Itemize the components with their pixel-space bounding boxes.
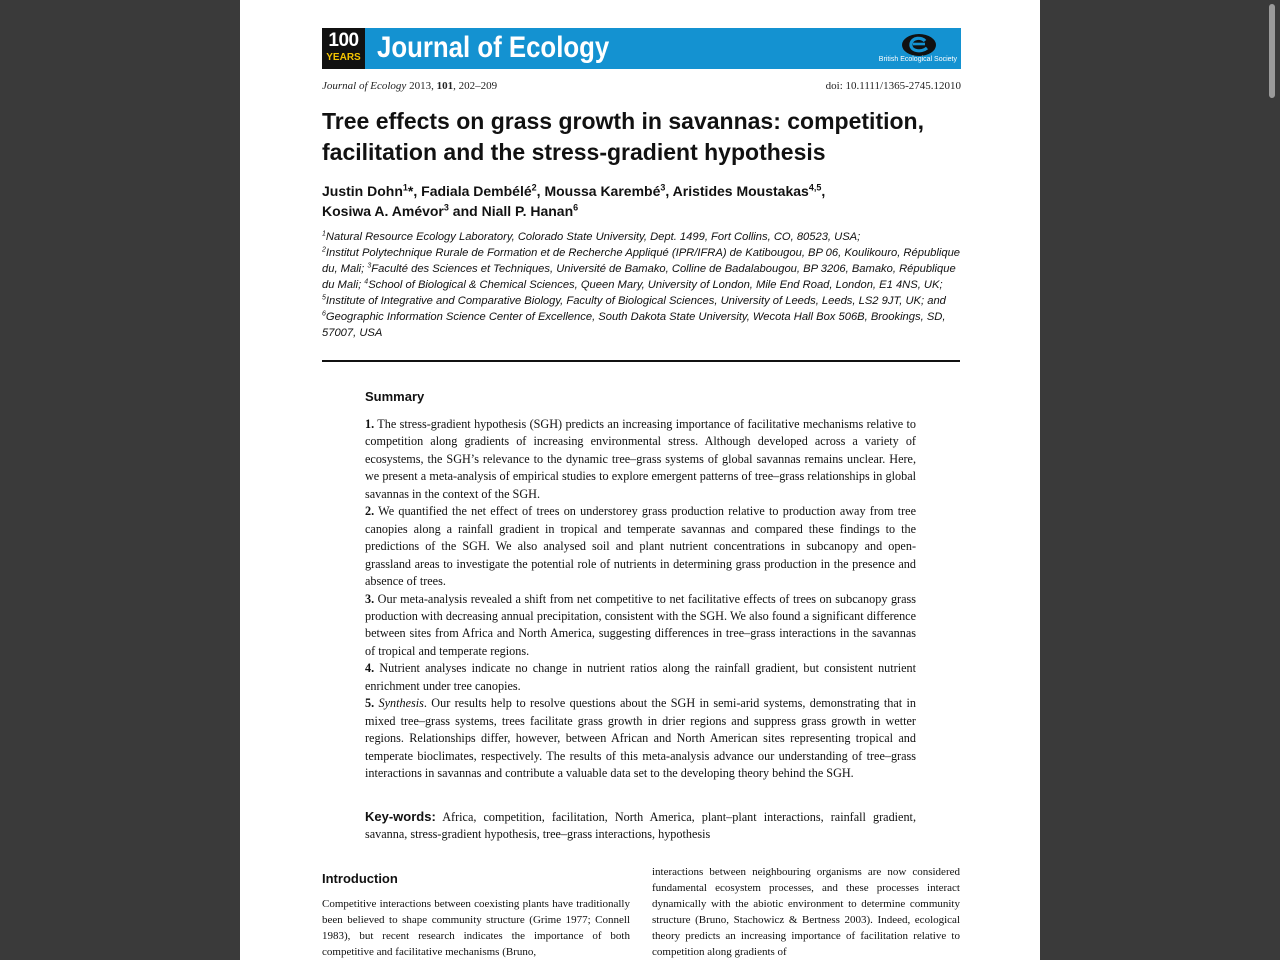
- intro-right-text: interactions between neighbouring organisms are now considered fundamental ecosystem processes, and these processes interact dynamically with the abiotic environment to determine community structure (Bruno, Stachowicz & Bertness 2003). Indeed, ecological theory predicts an increasing importance of facilitation relative to competition along gradients of: [652, 866, 960, 958]
- intro-left-text: Competitive interactions between coexisting plants have traditionally been believed to shape community structure (Grime 1977; Connell 1983), but recent research indicates the importance of both competitive and facilitative mechanisms (Bruno,: [322, 898, 630, 958]
- author-sep: *,: [407, 183, 422, 199]
- author-name: Aristides Moustakas: [672, 183, 809, 199]
- citation-pages: , 202–209: [453, 80, 498, 92]
- author-list: [322, 181, 962, 221]
- summary-point: [365, 660, 916, 695]
- summary-point: [365, 695, 916, 782]
- summary-point: [365, 503, 916, 590]
- summary-point-text: Nutrient analyses indicate no change in nutrient ratios along the rainfall gradient, but consistent nutrient enrichment under tree canopies.: [365, 661, 916, 693]
- author-name: Justin Dohn: [322, 183, 403, 199]
- journal-name: Journal of Ecology: [377, 31, 610, 64]
- citation-volume: 101: [436, 80, 454, 92]
- author-affil: 4,5: [808, 182, 822, 193]
- affil-marker: 1: [322, 230, 326, 238]
- citation-year: 2013,: [409, 80, 434, 92]
- author-affil: 2: [531, 182, 537, 193]
- society-name: British Ecological Society: [878, 56, 957, 63]
- bes-logo-icon: [900, 32, 938, 58]
- summary-heading: Summary: [365, 389, 425, 404]
- summary-point-number: 3.: [365, 591, 375, 606]
- keywords-text: Africa, competition, facilitation, North America, plant–plant interactions, rainfall gradient, savanna, stress-gradient hypothesis, tree–grass interactions, hypothesis: [365, 810, 916, 842]
- summary-point-text: The stress-gradient hypothesis (SGH) predicts an increasing importance of facilitative mechanisms relative to competition along gradients of increasing environmental stress. Although developed across a variety of ecosystems, the SGH’s relevance to the dynamic tree–grass systems of global savannas remains unclear. Here, we present a meta-analysis of empirical studies to explore emergent patterns of tree–grass relationships in global savannas in the context of the SGH.: [365, 417, 916, 501]
- summary-point-text: Our meta-analysis revealed a shift from net competitive to net facilitative effects of trees on subcanopy grass production with decreasing annual precipitation, consistent with the SGH. We also found a significant difference between sites from Africa and North America, suggesting differences in tree–grass interactions in the savannas of tropical and temperate regions.: [365, 591, 916, 658]
- summary-point: [365, 416, 916, 503]
- affiliations: [322, 229, 962, 341]
- author-sep: and: [448, 203, 482, 219]
- author-name: Niall P. Hanan: [481, 203, 574, 219]
- keywords-label: Key-words:: [365, 809, 436, 824]
- author-affil: 3: [660, 182, 666, 193]
- affil-marker: 6: [322, 310, 326, 318]
- badge-number: 100: [328, 30, 359, 51]
- affil-marker: 2: [322, 246, 326, 254]
- centenary-badge: [322, 28, 365, 69]
- author-sep: ,: [665, 183, 673, 199]
- affil-marker: 5: [322, 294, 326, 302]
- author-name: Kosiwa A. Amévor: [322, 203, 444, 219]
- scrollbar-thumb[interactable]: [1269, 4, 1275, 98]
- citation-journal: Journal of Ecology: [322, 80, 407, 92]
- author-sep: ,: [536, 183, 545, 199]
- summary-point-number: 2.: [365, 504, 375, 519]
- summary-point-text: We quantified the net effect of trees on understorey grass production relative to production away from tree canopies along a rainfall gradient in tropical and temperate savannas and compared these findings to the predictions of the SGH. We also analysed soil and plant nutrient concentrations in subcanopy and open-grassland areas to investigate the potential role of nutrients in determining grass production in the presence and absence of trees.: [365, 504, 916, 589]
- affil-marker: 3: [367, 262, 372, 270]
- affiliation: Institut Polytechnique Rurale de Formation et de Recherche Appliqué (IPR/IFRA) de Katibougou, BP 06, Koulikouro, République du, Mali;: [322, 247, 961, 275]
- summary-point-number: 4.: [365, 661, 375, 676]
- affiliation: Natural Resource Ecology Laboratory, Colorado State University, Dept. 1499, Fort Collins, CO, 80523, USA;: [325, 231, 861, 243]
- summary-point-number: 1.: [365, 417, 375, 431]
- vertical-scrollbar[interactable]: [1264, 0, 1280, 960]
- summary-point: [365, 591, 916, 661]
- summary-point-italic: Synthesis: [378, 696, 424, 711]
- author-affil: 6: [573, 202, 579, 213]
- author-sep: ,: [821, 183, 826, 199]
- doi: doi: 10.1111/1365-2745.12010: [825, 80, 961, 92]
- affiliation: Institute of Integrative and Comparative Biology, Faculty of Biological Sciences, University of Leeds, Leeds, LS2 9JT, UK; and: [325, 295, 946, 307]
- article-title: [322, 106, 972, 168]
- affiliation: Geographic Information Science Center of Excellence, South Dakota State University, Wecota Hall Box 506B, Brookings, SD, 57007, USA: [322, 311, 946, 339]
- summary-point-text: . Our results help to resolve questions about the SGH in semi-arid systems, demonstrating that in mixed tree–grass systems, trees facilitate grass growth in drier regions and suppress grass growth in wetter regions. Relationships differ, however, between African and North American sites representing tropical and temperate bioclimates, respectively. The results of this meta-analysis advance our understanding of tree–grass interactions in savannas and contribute a valuable data set to the developing theory behind the SGH.: [365, 696, 916, 781]
- pdf-page: [240, 0, 1040, 960]
- affiliation: School of Biological & Chemical Sciences, Queen Mary, University of London, Mile End Road, London, E1 4NS, UK;: [368, 279, 943, 291]
- author-name: Moussa Karembé: [544, 183, 661, 199]
- badge-years: YEARS: [326, 52, 361, 63]
- citation: [322, 79, 497, 93]
- intro-right-column: [652, 864, 960, 960]
- journal-banner: [322, 28, 961, 69]
- author-affil: 1: [402, 182, 408, 193]
- author-affil: 3: [443, 202, 449, 213]
- keywords: [365, 808, 916, 844]
- introduction-heading: Introduction: [322, 871, 398, 886]
- header-rule: [322, 360, 960, 362]
- affil-marker: 4: [364, 278, 369, 286]
- article-title-line2: facilitation and the stress-gradient hypothesis: [322, 139, 826, 165]
- affiliation: Faculté des Sciences et Techniques, Université de Bamako, Colline de Badalabougou, BP 3206, Bamako, République du Mali;: [322, 263, 956, 291]
- summary-point-number: 5.: [365, 696, 375, 711]
- intro-left-column: [322, 896, 630, 960]
- author-name: Fadiala Dembélé: [421, 183, 532, 199]
- article-title-line1: Tree effects on grass growth in savannas: competition,: [322, 108, 924, 134]
- summary-body: [365, 416, 916, 783]
